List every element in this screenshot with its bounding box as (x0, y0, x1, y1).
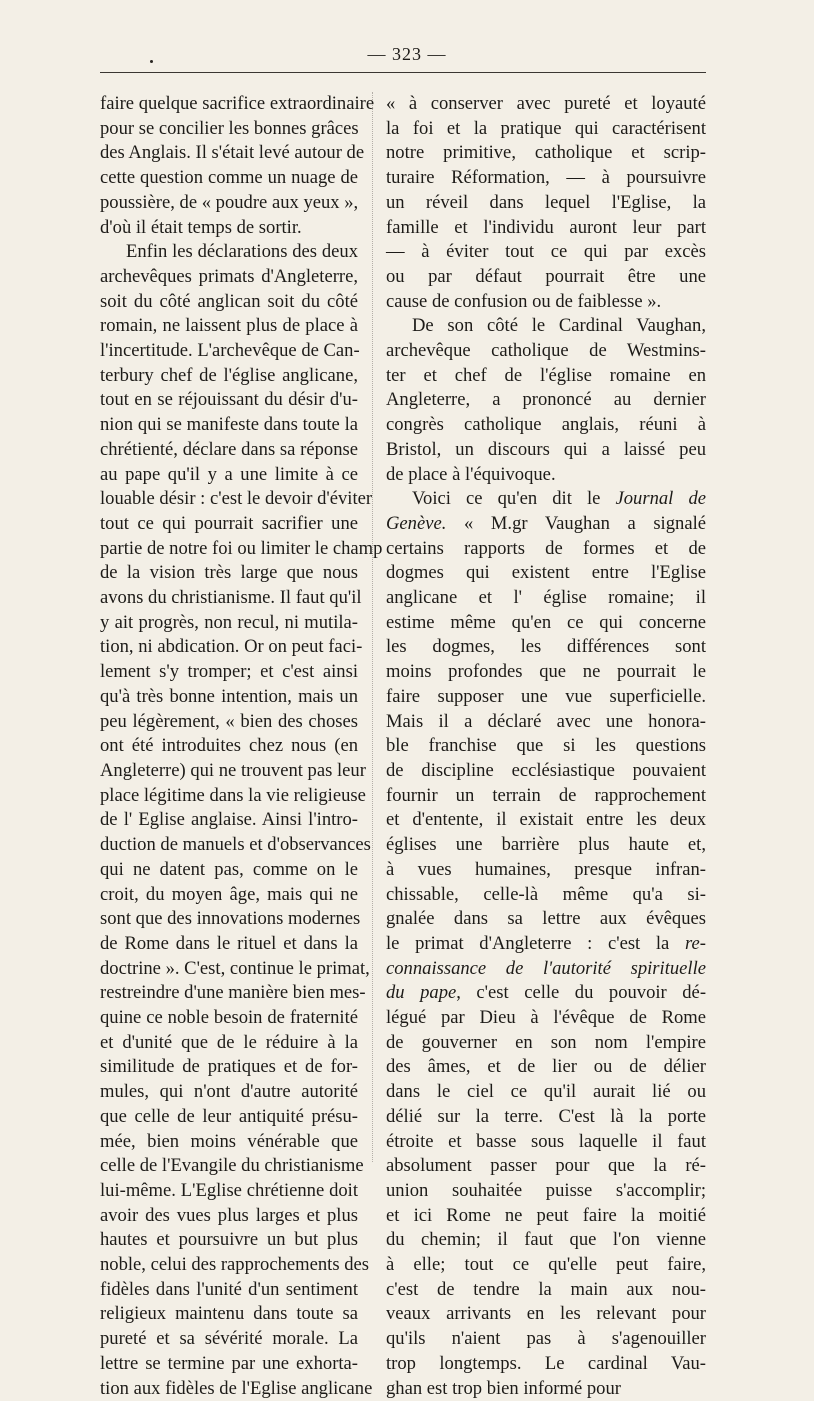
text-line: et d'unité que de le réduire à la (100, 1031, 358, 1053)
text-line: poussière, de « poudre aux yeux », (100, 191, 359, 213)
text-line: pureté et sa sévérité morale. La (100, 1328, 358, 1350)
text-line: noble, celui des rapprochements des (100, 1254, 370, 1276)
text-line: la foi et la pratique qui caractérisent (386, 117, 706, 139)
text-line: étroite et basse sous laquelle il faut (386, 1130, 706, 1152)
text-line: absolument passer pour que la ré- (386, 1155, 706, 1177)
text-line: partie de notre foi ou limiter le champ (100, 537, 383, 559)
text-line: l'incertitude. L'archevêque de Can- (100, 340, 360, 362)
text-line: tout en se réjouissant du désir d'u- (100, 389, 358, 411)
text-line: mules, qui n'ont d'autre autorité (100, 1081, 358, 1103)
right-column (386, 92, 706, 1401)
text-line (386, 957, 706, 982)
text-line: du chemin; il faut que l'on vienne (386, 1229, 706, 1251)
text-line: Enfin les déclarations des deux (126, 241, 358, 263)
text-line: famille et l'individu auront leur part (386, 216, 706, 238)
text-line: place légitime dans la vie religieuse (100, 784, 366, 806)
text-line: chissable, celle-là même qu'a si- (386, 883, 706, 905)
text-line: ou par défaut pourrait être une (386, 265, 706, 287)
header-rule (100, 72, 706, 73)
text-line: ble franchise que si les questions (386, 735, 706, 757)
text-line: lui-même. L'Eglise chrétienne doit (100, 1179, 358, 1201)
text-line: le primat d'Angleterre : c'est la re- (386, 932, 706, 954)
text-line: tion aux fidèles de l'Eglise anglicane (100, 1377, 373, 1399)
text-line: Angleterre) qui ne trouvent pas leur (100, 759, 366, 781)
text-line: anglicane et l' église romaine; il (386, 587, 706, 609)
text-line: union souhaitée puisse s'accomplir; (386, 1179, 706, 1201)
text-line: de l' Eglise anglaise. Ainsi l'intro- (100, 809, 358, 831)
column-divider (372, 92, 373, 1162)
text-line: et ici Rome ne peut faire la moitié (386, 1204, 706, 1226)
text-line: mée, bien moins vénérable que (100, 1130, 358, 1152)
text-line: qu'ils n'aient pas à s'agenouiller (386, 1328, 706, 1350)
text-line: trop longtemps. Le cardinal Vau- (386, 1352, 706, 1374)
text-line: croit, du moyen âge, mais qui ne (100, 883, 358, 905)
text-line: Angleterre, a prononcé au dernier (386, 389, 706, 411)
text-line: archevêque catholique de Westmins- (386, 340, 706, 362)
text-line: louable désir : c'est le devoir d'éviter (100, 488, 373, 510)
text-line: celle de l'Evangile du christianisme (100, 1155, 364, 1177)
text-line: fidèles dans l'unité d'un sentiment (100, 1278, 358, 1300)
text-line: — à éviter tout ce qui par excès (386, 241, 706, 263)
text-line: lettre se termine par une exhorta- (100, 1352, 358, 1374)
text-line: gnalée dans sa lettre aux évêques (386, 908, 706, 930)
text-line: dogmes qui existent entre l'Eglise (386, 562, 706, 584)
text-line: y ait progrès, non recul, ni mutila- (100, 611, 358, 633)
text-line: qui ne datent pas, comme on le (100, 858, 358, 880)
text-line: sont que des innovations modernes (100, 908, 361, 930)
text-line: romain, ne laissent plus de place à (100, 315, 358, 337)
text-line: lement s'y tromper; et c'est ainsi (100, 661, 358, 683)
text-line: qu'à très bonne intention, mais un (100, 685, 358, 707)
italic-text: du pape (386, 982, 457, 1004)
text-line: à vues humaines, presque infran- (386, 858, 706, 880)
text-line: de discipline ecclésiastique pouvaient (386, 759, 706, 781)
text-line: « à conserver avec pureté et loyauté (386, 93, 706, 114)
text-line: de Rome dans le rituel et dans la (100, 932, 358, 954)
text-line: Mais il a déclaré avec une honora- (386, 710, 706, 732)
text-line: estime même qu'en ce qui concerne (386, 611, 706, 633)
text-line: avoir des vues plus larges et plus (100, 1204, 358, 1226)
italic-text: connaissance de l'autorité spirituelle (386, 957, 706, 979)
text-line: tout ce qui pourrait sacrifier une (100, 512, 358, 534)
text-line: quine ce noble besoin de fraternité (100, 1007, 358, 1029)
text-line: à elle; tout ce qu'elle peut faire, (386, 1254, 706, 1276)
text-line: dans le ciel ce qu'il aurait lié ou (386, 1081, 706, 1103)
text-line: d'où il était temps de sortir. (100, 216, 302, 238)
text-line: doctrine ». C'est, continue le primat, (100, 957, 370, 979)
text-line: de place à l'équivoque. (386, 463, 556, 485)
page-number: — 323 — (367, 44, 447, 64)
text-line: églises une barrière plus haute et, (386, 834, 706, 856)
text-line: faire supposer une vue superficielle. (386, 685, 706, 707)
text-line: que celle de leur antiquité présu- (100, 1105, 358, 1127)
text-line: ghan est trop bien informé pour (386, 1377, 621, 1399)
text-line: Bristol, un discours qui a laissé peu (386, 438, 706, 460)
text-line: Voici ce qu'en dit le Journal de (412, 488, 706, 510)
text-line: avons du christianisme. Il faut qu'il (100, 587, 362, 609)
text-line: duction de manuels et d'observances (100, 834, 371, 856)
text-line: De son côté le Cardinal Vaughan, (412, 315, 706, 337)
text-line: légué par Dieu à l'évêque de Rome (386, 1007, 706, 1029)
text-line: cause de confusion ou de faiblesse ». (386, 290, 662, 312)
text-line: Genève. « M.gr Vaughan a signalé (386, 512, 706, 534)
text-line: des âmes, et de lier ou de délier (386, 1056, 706, 1078)
text-line: veaux arrivants en les relevant pour (386, 1303, 706, 1325)
italic-text: Journal de (615, 488, 706, 510)
text-line: chrétienté, déclare dans sa réponse (100, 438, 358, 460)
text-line: délié sur la terre. C'est là la porte (386, 1105, 706, 1127)
text-line: similitude de pratiques et de for- (100, 1056, 358, 1078)
text-line: fournir un terrain de rapprochement (386, 784, 706, 806)
text-line: des Anglais. Il s'était levé autour de (100, 142, 365, 164)
left-column (100, 92, 383, 1401)
text-line: congrès catholique anglais, réuni à (386, 414, 706, 436)
text-line: faire quelque sacrifice extraordinaire (100, 93, 375, 114)
text-line: archevêques primats d'Angleterre, (100, 265, 358, 287)
text-line: de la vision très large que nous (100, 562, 358, 584)
text-line: nion qui se manifeste dans toute la (100, 414, 358, 436)
text-line: un réveil dans lequel l'Eglise, la (386, 191, 706, 213)
text-line: tion, ni abdication. Or on peut faci- (100, 636, 363, 658)
text-line: pour se concilier les bonnes grâces (100, 117, 359, 139)
text-line: cette question comme un nuage de (100, 167, 358, 189)
italic-text: Genève. (386, 512, 447, 534)
italic-text: re- (685, 932, 706, 954)
text-line: au pape qu'il y a une limite à ce (100, 463, 358, 485)
text-line: les dogmes, les différences sont (386, 636, 706, 658)
text-line: du pape, c'est celle du pouvoir dé- (386, 982, 707, 1004)
text-line: peu légèrement, « bien des choses (100, 710, 358, 732)
text-line: c'est de tendre la main aux nou- (386, 1278, 706, 1300)
text-line: de gouverner en son nom l'empire (386, 1031, 706, 1053)
text-line: restreindre d'une manière bien mes- (100, 982, 366, 1004)
text-line: certains rapports de formes et de (386, 537, 706, 559)
text-line: religieux maintenu dans toute sa (100, 1303, 358, 1325)
text-line: hautes et poursuivre un but plus (100, 1229, 358, 1251)
text-line: soit du côté anglican soit du côté (100, 290, 358, 312)
text-line: turaire Réformation, — à poursuivre (386, 167, 706, 189)
text-line: ont été introduites chez nous (en (100, 735, 358, 757)
text-line: terbury chef de l'église anglicane, (100, 364, 358, 386)
text-line: et d'entente, il existait entre les deux (386, 809, 706, 831)
text-line: moins profondes que ne pourrait le (386, 661, 706, 683)
text-line: notre primitive, catholique et scrip- (386, 142, 706, 164)
text-line: ter et chef de l'église romaine en (386, 364, 706, 386)
